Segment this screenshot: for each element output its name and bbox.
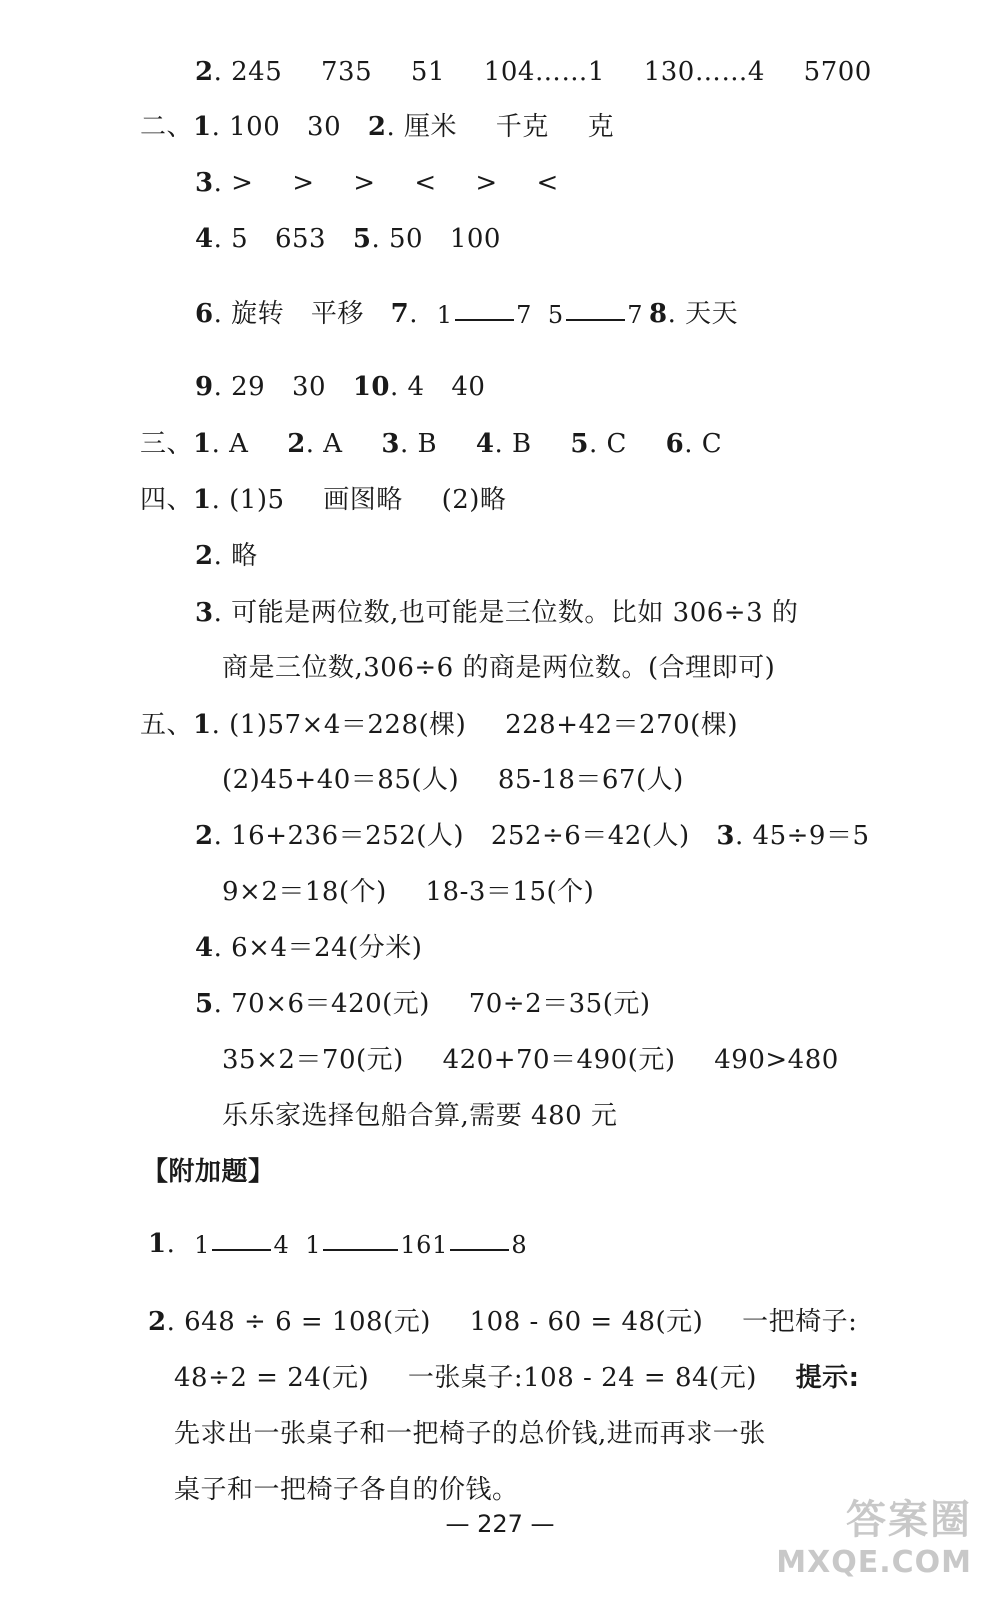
answer-line: 4. 6×4＝24(分米): [195, 933, 423, 963]
answer-line: 乐乐家选择包船合算,需要 480 元: [222, 1101, 618, 1131]
bonus-heading: 【附加题】: [142, 1157, 275, 1187]
bonus-line: 桌子和一把椅子各自的价钱。: [174, 1475, 519, 1505]
answer-line: 4. 5 653 5. 50 100: [195, 224, 501, 254]
fraction: 5 7: [547, 301, 644, 329]
answer-line: 商是三位数,306÷6 的商是两位数。(合理即可): [222, 653, 776, 683]
bonus-line-fractions: 1. 1 4 1 16 1 8: [148, 1213, 498, 1276]
section-four-line: 四、1. (1)5 画图略 (2)略: [140, 485, 507, 515]
section-five-line: 五、1. (1)57×4＝228(棵) 228+42＝270(棵): [140, 710, 738, 740]
watermark: 答案圈 MXQE.COM: [776, 1497, 972, 1580]
answer-line-fractions: 6. 旋转 平移 7. 1 7 5 7 8. 天天: [195, 284, 738, 345]
answer-line: 5. 70×6＝420(元) 70÷2＝35(元): [195, 989, 651, 1019]
answer-line: 2. 略: [195, 541, 258, 571]
section-heading: 二、: [140, 112, 194, 142]
answer-line: 35×2＝70(元) 420+70＝490(元) 490>480: [222, 1045, 839, 1075]
section-two-line: 二、1. 100 30 2. 厘米 千克 克: [140, 112, 615, 142]
section-three-line: 三、1. A 2. A 3. B 4. B 5. C 6. C: [140, 429, 723, 459]
bonus-line: 48÷2 = 24(元) 一张桌子:108 - 24 = 84(元) 提示:: [174, 1363, 860, 1393]
fraction: 1 16: [305, 1231, 432, 1259]
bonus-line: 2. 648 ÷ 6 = 108(元) 108 - 60 = 48(元) 一把椅子:: [148, 1307, 858, 1337]
answer-line: 9×2＝18(个) 18-3＝15(个): [222, 877, 595, 907]
answer-line: 2. 16+236＝252(人) 252÷6＝42(人) 3. 45÷9＝5: [195, 821, 870, 851]
section-heading: 三、: [140, 429, 194, 459]
fraction: 1 4: [194, 1231, 290, 1259]
answer-line: 3. > > > < > <: [195, 168, 559, 198]
bonus-line: 先求出一张桌子和一把椅子的总价钱,进而再求一张: [174, 1419, 766, 1449]
fraction: 1 7: [436, 301, 532, 329]
answer-line: (2)45+40＝85(人) 85-18＝67(人): [222, 765, 684, 795]
fraction: 1 8: [432, 1231, 528, 1259]
answer-line: 2. 245 735 51 104……1 130……4 5700: [195, 57, 872, 87]
page-number: — 227 —: [445, 1510, 555, 1538]
answer-line: 9. 29 30 10. 4 40: [195, 372, 486, 402]
section-heading: 四、: [140, 485, 194, 515]
answer-line: 3. 可能是两位数,也可能是三位数。比如 306÷3 的: [195, 598, 799, 628]
section-heading: 五、: [140, 710, 194, 740]
hint-label: 提示:: [795, 1363, 860, 1393]
